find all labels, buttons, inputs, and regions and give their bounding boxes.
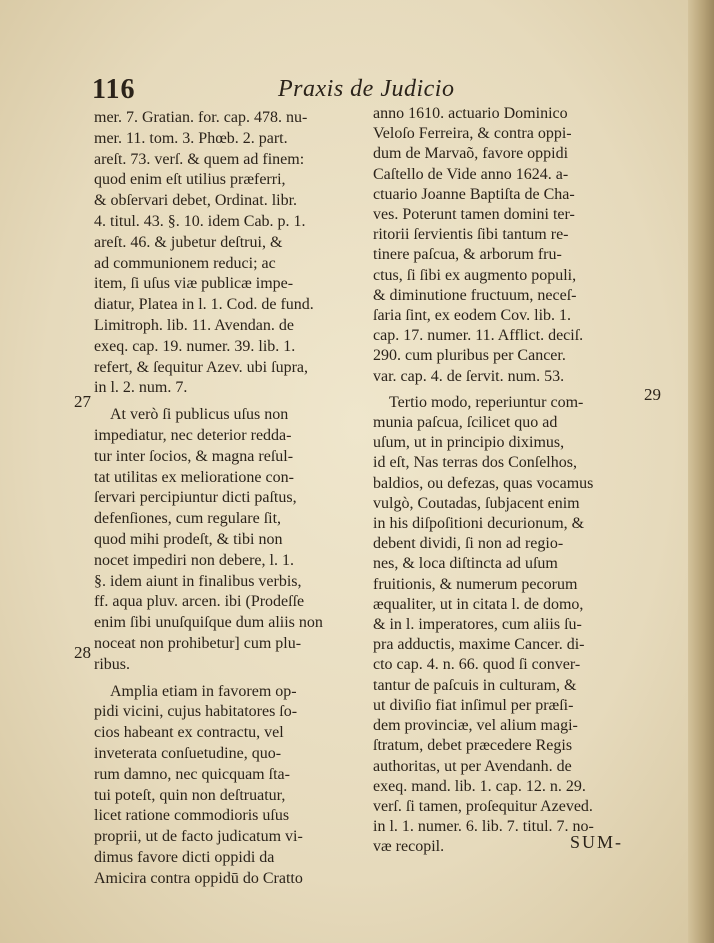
- text-line: rum damno, nec quicquam ſta-: [94, 765, 290, 783]
- text-line: Amicira contra oppidū do Cratto: [94, 869, 303, 887]
- text-line: uſum, ut in principio diximus,: [373, 434, 565, 452]
- text-line: in his diſpoſitioni decurionum, &: [373, 515, 585, 533]
- text-line: ves. Poterunt tamen domini ter-: [373, 206, 575, 224]
- text-line: tui poteſt, quin non deſtruatur,: [94, 786, 286, 804]
- text-line: proprii, ut de facto judicatum vi-: [94, 828, 303, 846]
- text-line: enim ſibi unuſquiſque dum aliis non: [94, 614, 323, 632]
- text-line: væ recopil.: [373, 838, 445, 856]
- text-line: quod mihi prodeſt, & tibi non: [94, 530, 283, 548]
- text-line: At verò ſi publicus uſus non: [110, 406, 289, 424]
- text-line: exeq. cap. 19. numer. 39. lib. 1.: [94, 337, 296, 355]
- text-line: Limitroph. lib. 11. Avendan. de: [94, 316, 294, 334]
- text-line: dem provinciæ, vel alium magi-: [373, 717, 578, 735]
- text-line: pidi vicini, cujus habitatores ſo-: [94, 703, 298, 721]
- text-line: æqualiter, ut in citata l. de domo,: [373, 595, 584, 613]
- text-line: fruitionis, & numerum pecorum: [373, 575, 578, 593]
- text-line: verſ. ſi tamen, proſequitur Azeved.: [373, 797, 593, 815]
- text-line: ff. aqua pluv. arcen. ibi (Prodeſſe: [94, 593, 305, 611]
- text-line: & obſervari debet, Ordinat. libr.: [94, 192, 298, 210]
- text-line: munia paſcua, ſcilicet quo ad: [373, 414, 558, 432]
- text-line: Veloſo Ferreira, & contra oppi-: [373, 125, 572, 143]
- text-line: mer. 7. Gratian. for. cap. 478. nu-: [94, 109, 308, 126]
- text-line: ſtratum, debet præcedere Regis: [373, 737, 573, 755]
- text-line: ſervari percipiuntur dicti paſtus,: [94, 489, 297, 507]
- text-line: ſaria ſint, ex eodem Cov. lib. 1.: [373, 307, 572, 325]
- text-line: baldios, ou defezas, quas vocamus: [373, 474, 594, 492]
- text-line: item, ſi uſus viæ publicæ impe-: [94, 275, 294, 293]
- text-line: diatur, Platea in l. 1. Cod. de fund.: [94, 296, 314, 314]
- paragraph-number-29: 29: [644, 385, 661, 404]
- text-line: anno 1610. actuario Dominico: [373, 105, 568, 122]
- text-line: tinere paſcua, & arborum fru-: [373, 246, 562, 264]
- left-column: [94, 108, 356, 889]
- text-line: id eſt, Nas terras dos Conſelhos,: [373, 454, 577, 472]
- text-line: cto cap. 4. n. 66. quod ſi conver-: [373, 656, 581, 674]
- book-spine-edge: [688, 0, 714, 943]
- text-line: vulgò, Coutadas, ſubjacent enim: [373, 494, 580, 512]
- text-line: 290. cum pluribus per Cancer.: [373, 347, 566, 365]
- text-line: cios habeant ex contractu, vel: [94, 724, 284, 742]
- text-line: Caſtello de Vide anno 1624. a-: [373, 165, 569, 183]
- text-line: tantur de paſcuis in culturam, &: [373, 676, 577, 694]
- text-line: cap. 17. numer. 11. Afflict. deciſ.: [373, 327, 584, 345]
- text-line: tur inter ſocios, & magna reſul-: [94, 447, 294, 465]
- text-line: & in l. imperatores, cum aliis ſu-: [373, 616, 582, 634]
- text-line: noceat non prohibetur] cum plu-: [94, 634, 302, 652]
- text-line: ut diviſio fiat inſimul per præſi-: [373, 696, 574, 714]
- text-line: debent dividi, ſi non ad regio-: [373, 535, 564, 553]
- text-line: ctus, ſi ſibi ex augmento populi,: [373, 266, 577, 284]
- text-line: ribus.: [94, 655, 130, 673]
- paragraph-number-27: 27: [74, 392, 91, 411]
- running-title: Praxis de Judicio: [278, 76, 455, 102]
- text-line: ad communionem reduci; ac: [94, 254, 276, 272]
- text-line: quod enim eſt utilius præferri,: [94, 171, 286, 189]
- text-line: areſt. 46. & jubetur deſtrui, &: [94, 233, 283, 251]
- paragraph-number-28: 28: [74, 643, 91, 662]
- text-line: dimus favore dicti oppidi da: [94, 848, 275, 866]
- text-line: defenſiones, cum regulare ſit,: [94, 510, 282, 528]
- text-line: authoritas, ut per Avendanh. de: [373, 757, 572, 775]
- text-line: ritorii ſervientis ſibi tantum re-: [373, 226, 569, 244]
- text-line: §. idem aiunt in finalibus verbis,: [94, 572, 302, 590]
- text-line: nocet impediri non debere, l. 1.: [94, 551, 294, 569]
- catchword: SUM-: [570, 832, 624, 852]
- text-line: ctuario Joanne Baptiſta de Cha-: [373, 185, 575, 203]
- text-line: pra adductis, maxime Cancer. di-: [373, 636, 585, 654]
- text-line: & diminutione fructuum, neceſ-: [373, 286, 577, 304]
- text-line: areſt. 73. verſ. & quem ad finem:: [94, 150, 305, 168]
- text-line: licet ratione commodioris uſus: [94, 807, 290, 825]
- text-line: dum de Marvaõ, favore oppidi: [373, 145, 569, 163]
- text-line: var. cap. 4. de ſervit. num. 53.: [373, 367, 565, 385]
- text-line: nes, & loca diſtincta ad uſum: [373, 555, 558, 573]
- text-line: exeq. mand. lib. 1. cap. 12. n. 29.: [373, 777, 586, 795]
- text-line: tat utilitas ex melioratione con-: [94, 468, 294, 486]
- text-line: 4. titul. 43. §. 10. idem Cab. p. 1.: [94, 212, 306, 230]
- right-column: [373, 104, 635, 858]
- text-line: Tertio modo, reperiuntur com-: [389, 393, 584, 411]
- page-number: 116: [92, 74, 136, 105]
- text-line: inveterata conſuetudine, quo-: [94, 744, 282, 762]
- text-line: in l. 1. numer. 6. lib. 7. titul. 7. no-: [373, 818, 594, 836]
- text-line: Amplia etiam in favorem op-: [110, 682, 297, 700]
- text-line: impediatur, nec deterior redda-: [94, 426, 292, 444]
- text-line: refert, & ſequitur Azev. ubi ſupra,: [94, 358, 308, 376]
- text-line: in l. 2. num. 7.: [94, 379, 188, 397]
- text-line: mer. 11. tom. 3. Phœb. 2. part.: [94, 129, 288, 147]
